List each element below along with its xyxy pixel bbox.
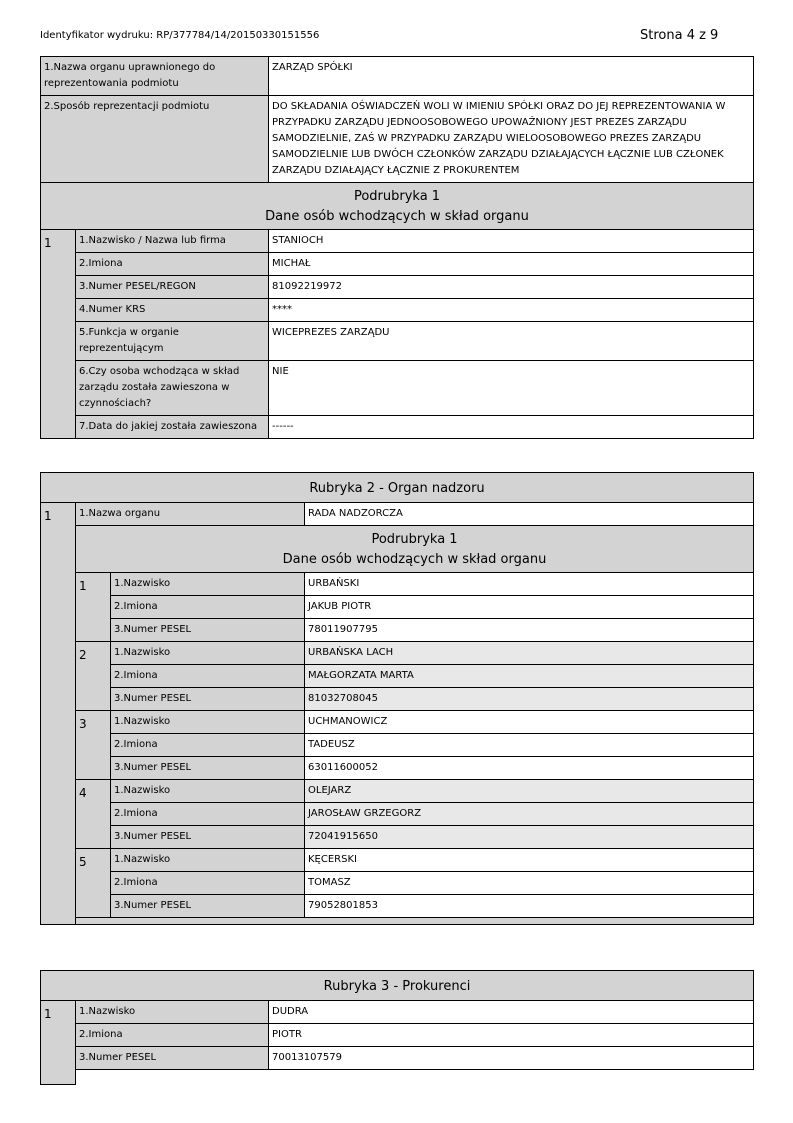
member-field-row [41,872,754,895]
section-number: 1 [41,1001,76,1085]
field-label: 6.Czy osoba wchodząca w skład zarządu została zawieszona w czynnościach? [76,361,269,416]
field-label: 3.Numer PESEL [111,895,305,918]
member-field-row [41,826,754,849]
field-value: **** [269,299,754,322]
field-label: 3.Numer PESEL [111,619,305,642]
field-label: 2.Imiona [111,734,305,757]
field-label: 3.Numer PESEL [76,1047,269,1070]
person-field-row [41,322,754,361]
member-number: 2 [76,642,111,711]
field-label: 1.Nazwisko [76,1001,269,1024]
section-header [41,971,754,1001]
person-field-row [41,361,754,416]
field-label: 2.Imiona [76,1024,269,1047]
field-label: 5.Funkcja w organie reprezentującym [76,322,269,361]
proxy-field-row [41,1001,754,1024]
organ-name-row [41,503,754,526]
member-number: 3 [76,711,111,780]
subsection-title-line-1: Podrubryka 1 [353,189,441,204]
member-field-row [41,711,754,734]
field-value: 70013107579 [269,1047,754,1070]
person-number: 1 [41,230,76,439]
field-value: KĘCERSKI [305,849,754,872]
field-value: 78011907795 [305,619,754,642]
field-label: 3.Numer PESEL [111,688,305,711]
spacer-row [41,1070,754,1085]
section-header [41,473,754,503]
member-field-row [41,734,754,757]
field-label: 1.Nazwa organu [76,503,305,526]
field-label: 1.Nazwisko [111,711,305,734]
field-value: ------ [269,416,754,439]
field-value: 81032708045 [305,688,754,711]
field-value: DO SKŁADANIA OŚWIADCZEŃ WOLI W IMIENIU SPÓŁKI ORAZ DO JEJ REPREZENTOWANIA W PRZYPADKU ZARZĄDU JEDNOOSOBOWEGO UPOWAŻNIONY JEST PREZES ZARZĄDU SAMODZIELNIE, ZAŚ W PRZYPADKU ZARZĄDU WIELOOSOBOWEGO PREZES ZARZĄDU SAMODZIELNIE LUB DWÓCH CZŁONKÓW ZARZĄDU DZIAŁAJĄCYCH ŁĄCZNIE LUB CZŁONEK ZARZĄDU DZIAŁAJĄCY ŁĄCZNIE Z PROKURENTEM [269,96,754,183]
member-field-row [41,780,754,803]
person-field-row [41,253,754,276]
page-number: Strona 4 z 9 [640,28,719,43]
print-identifier: Identyfikator wydruku: RP/377784/14/20150330151556 [40,30,320,41]
field-value: ZARZĄD SPÓŁKI [269,57,754,96]
person-field-row [41,416,754,439]
member-number: 1 [76,573,111,642]
member-field-row [41,596,754,619]
field-value: TADEUSZ [305,734,754,757]
supervisory-board-table [40,472,754,925]
proxy-field-row [41,1047,754,1070]
field-value: MAŁGORZATA MARTA [305,665,754,688]
member-field-row [41,573,754,596]
organ-name-row [41,57,754,96]
field-label: 2.Imiona [111,803,305,826]
section-title: Rubryka 3 - Prokurenci [41,971,754,1001]
field-label: 4.Numer KRS [76,299,269,322]
field-value: 79052801853 [305,895,754,918]
field-label: 1.Nazwisko [111,642,305,665]
subsection-title-line-1: Podrubryka 1 [371,532,458,547]
field-value: RADA NADZORCZA [305,503,754,526]
representation-organ-table [40,56,754,439]
section-number: 1 [41,503,76,925]
field-label: 3.Numer PESEL [111,826,305,849]
field-label: 1.Nazwisko [111,573,305,596]
field-label: 1.Nazwisko [111,780,305,803]
field-label: 3.Numer PESEL/REGON [76,276,269,299]
proxy-field-row [41,1024,754,1047]
subsection-title [41,183,754,230]
field-value: 81092219972 [269,276,754,299]
member-field-row [41,688,754,711]
spacer-cell [76,1070,754,1085]
field-value: UCHMANOWICZ [305,711,754,734]
member-field-row [41,757,754,780]
member-field-row [41,849,754,872]
member-field-row [41,619,754,642]
section-title: Rubryka 2 - Organ nadzoru [41,473,754,503]
member-field-row [41,803,754,826]
member-number: 4 [76,780,111,849]
field-value: 72041915650 [305,826,754,849]
member-field-row [41,642,754,665]
field-value: TOMASZ [305,872,754,895]
member-field-row [41,895,754,918]
subsection-title-line-2: Dane osób wchodzących w skład organu [265,209,529,224]
field-value: URBAŃSKI [305,573,754,596]
field-label: 7.Data do jakiej została zawieszona [76,416,269,439]
field-value: DUDRA [269,1001,754,1024]
proxies-table [40,970,754,1085]
field-label: 1.Nazwisko [111,849,305,872]
field-value: MICHAŁ [269,253,754,276]
field-value: OLEJARZ [305,780,754,803]
field-value: JAROSŁAW GRZEGORZ [305,803,754,826]
person-field-row [41,276,754,299]
member-field-row [41,665,754,688]
field-value: NIE [269,361,754,416]
field-value: WICEPREZES ZARZĄDU [269,322,754,361]
spacer-cell [76,918,754,925]
subsection-title-line-2: Dane osób wchodzących w skład organu [282,552,547,567]
field-label: 1.Nazwa organu uprawnionego do reprezentowania podmiotu [41,57,269,96]
representation-method-row [41,96,754,183]
field-value: PIOTR [269,1024,754,1047]
field-label: 1.Nazwisko / Nazwa lub firma [76,230,269,253]
field-label: 2.Sposób reprezentacji podmiotu [41,96,269,183]
field-label: 2.Imiona [111,872,305,895]
member-number: 5 [76,849,111,918]
field-label: 3.Numer PESEL [111,757,305,780]
field-value: 63011600052 [305,757,754,780]
subsection-title [76,526,754,573]
person-field-row [41,230,754,253]
field-label: 2.Imiona [76,253,269,276]
field-value: JAKUB PIOTR [305,596,754,619]
spacer-row [41,918,754,925]
subsection-header [41,183,754,230]
subsection-header [41,526,754,573]
field-value: STANIOCH [269,230,754,253]
field-label: 2.Imiona [111,596,305,619]
field-label: 2.Imiona [111,665,305,688]
person-field-row [41,299,754,322]
field-value: URBAŃSKA LACH [305,642,754,665]
